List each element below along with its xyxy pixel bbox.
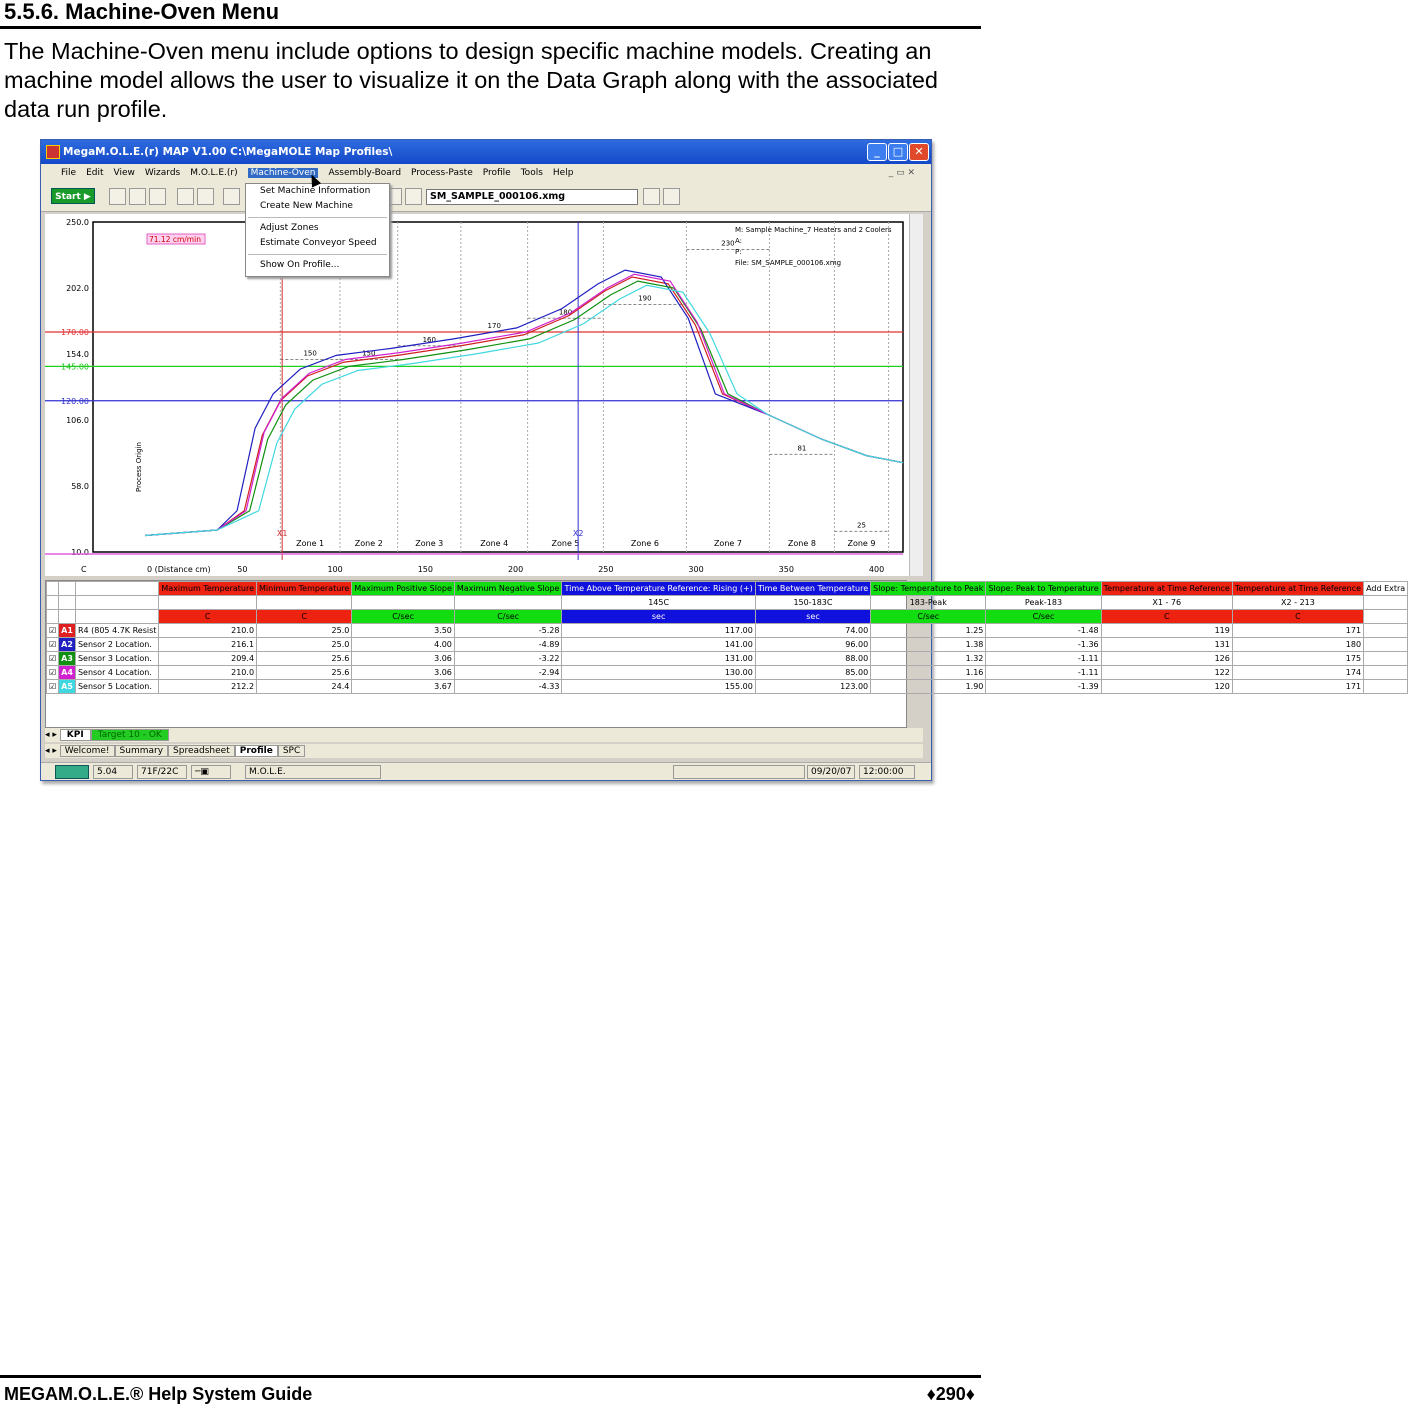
y-tick-label: 250.0 — [66, 218, 89, 227]
blank-cell — [1364, 596, 1408, 610]
zoom-in-icon[interactable] — [177, 188, 194, 205]
kpi-reference-cell[interactable]: 150-183C — [755, 596, 870, 610]
x-unit-label: C — [81, 565, 87, 574]
kpi-unit-row — [47, 610, 1408, 624]
page-number: ♦290♦ — [926, 1384, 975, 1404]
kpi-unit-cell: C — [1232, 610, 1363, 624]
toolbar — [41, 182, 931, 212]
tool-icon[interactable] — [223, 188, 240, 205]
kpi-value-cell[interactable]: 210.0 — [159, 666, 257, 680]
sensor-id-badge: A2 — [59, 638, 76, 652]
status-bar — [41, 762, 931, 780]
y-tick-label: 145.00 — [61, 362, 89, 372]
kpi-unit-cell: C/sec — [352, 610, 455, 624]
kpi-reference-cell[interactable] — [159, 596, 257, 610]
kpi-value-cell[interactable]: 119 — [1101, 624, 1232, 638]
graph-scrollbar[interactable] — [909, 214, 923, 576]
status-indicator — [55, 765, 89, 779]
plot-area — [93, 222, 903, 552]
kpi-value-cell[interactable]: 3.50 — [352, 624, 455, 638]
status-device: M.O.L.E. — [245, 765, 381, 779]
blank-cell — [1364, 666, 1408, 680]
menu-assembly-board[interactable]: Assembly-Board — [328, 168, 402, 178]
kpi-unit-cell: sec — [755, 610, 870, 624]
kpi-grid — [45, 580, 1406, 728]
kpi-column-header[interactable]: Slope: Temperature to Peak — [871, 582, 986, 596]
y-tick-label: 10.0 — [71, 548, 89, 557]
blank-cell — [75, 610, 158, 624]
start-label: Start — [55, 192, 81, 202]
kpi-table — [46, 581, 1408, 694]
kpi-value-cell[interactable]: 3.06 — [352, 666, 455, 680]
status-temperature: 71F/22C — [137, 765, 187, 779]
graph-svg — [45, 214, 923, 576]
blank-cell — [47, 596, 59, 610]
kpi-value-cell[interactable]: 216.1 — [159, 638, 257, 652]
zone-label: Zone 9 — [847, 539, 876, 548]
menu-profile[interactable]: Profile — [482, 168, 511, 178]
kpi-column-header[interactable]: Time Between Temperature — [755, 582, 870, 596]
blank-cell — [1364, 624, 1408, 638]
tab-scroll-arrows[interactable]: ◂ ▸ — [45, 730, 60, 740]
kpi-value-cell[interactable]: 3.06 — [352, 652, 455, 666]
y-tick-label: 202.0 — [66, 284, 89, 293]
kpi-value-cell[interactable]: 212.2 — [159, 680, 257, 694]
menu-tools[interactable]: Tools — [520, 168, 543, 178]
kpi-column-header[interactable]: Slope: Peak to Temperature — [986, 582, 1101, 596]
zone-temp-label: 25 — [857, 521, 866, 530]
kpi-reference-cell[interactable] — [454, 596, 562, 610]
menu-separator — [248, 217, 387, 218]
x-tick-label: 100 — [327, 565, 343, 574]
status-time: 12:00:00 — [859, 765, 915, 779]
sensor-name[interactable]: R4 (805 4.7K Resist — [75, 624, 158, 638]
status-date: 09/20/07 — [807, 765, 855, 779]
zone-temp-label: 190 — [638, 294, 652, 303]
kpi-value-cell[interactable]: -4.33 — [454, 680, 562, 694]
zone-label: Zone 3 — [415, 539, 444, 548]
y-tick-label: 170.00 — [61, 328, 89, 337]
sensor-checkbox[interactable]: ☑ — [47, 638, 59, 652]
kpi-row — [47, 638, 1408, 652]
open-icon[interactable] — [109, 188, 126, 205]
header-blank — [47, 582, 59, 596]
menu-view[interactable]: View — [113, 168, 135, 178]
zone-label: Zone 2 — [354, 539, 383, 548]
kpi-reference-cell[interactable]: 183-Peak — [871, 596, 986, 610]
y-tick-label: 106.0 — [66, 416, 89, 425]
kpi-unit-cell: sec — [562, 610, 755, 624]
x-tick-label: 200 — [507, 565, 524, 574]
menu-edit[interactable]: Edit — [86, 168, 104, 178]
zone-label: Zone 1 — [296, 539, 325, 548]
kpi-value-cell[interactable]: 25.0 — [257, 638, 352, 652]
kpi-row — [47, 680, 1408, 694]
kpi-value-cell[interactable]: -5.28 — [454, 624, 562, 638]
sensor-name[interactable]: Sensor 5 Location. — [75, 680, 158, 694]
save-icon[interactable] — [129, 188, 146, 205]
menu-file[interactable]: File — [61, 168, 77, 178]
kpi-value-cell[interactable]: 131.00 — [562, 652, 755, 666]
kpi-value-cell[interactable]: 4.00 — [352, 638, 455, 652]
kpi-value-cell[interactable]: 122 — [1101, 666, 1232, 680]
zoom-out-icon[interactable] — [197, 188, 214, 205]
x-tick-label: 400 — [868, 565, 885, 574]
blank-cell — [75, 596, 158, 610]
kpi-value-cell[interactable]: 126 — [1101, 652, 1232, 666]
y-tick-label: 120.00 — [61, 396, 89, 406]
sensor-id-badge: A5 — [59, 680, 76, 694]
kpi-value-cell[interactable]: -4.89 — [454, 638, 562, 652]
kpi-tab[interactable]: KPI — [60, 729, 91, 741]
kpi-value-cell[interactable]: 1.25 — [871, 624, 986, 638]
sensor-checkbox[interactable]: ☑ — [47, 624, 59, 638]
y-tick-label: 58.0 — [71, 482, 89, 491]
zone-temp-label: 150 — [303, 349, 317, 358]
kpi-row — [47, 666, 1408, 680]
kpi-row — [47, 652, 1408, 666]
profile-info-text: P: — [735, 248, 742, 256]
zone-temp-label: 160 — [422, 335, 436, 344]
sensor-id-badge: A1 — [59, 624, 76, 638]
kpi-value-cell[interactable]: 130.00 — [562, 666, 755, 680]
tab-scroll-arrows[interactable]: ◂ ▸ — [45, 746, 60, 756]
kpi-column-header[interactable]: Temperature at Time Reference — [1101, 582, 1232, 596]
view-tab[interactable]: Summary — [115, 745, 169, 757]
kpi-tab-row — [45, 728, 923, 742]
arrow-up-icon[interactable] — [643, 188, 660, 205]
sensor-id-badge: A3 — [59, 652, 76, 666]
kpi-value-cell[interactable]: 155.00 — [562, 680, 755, 694]
zone-temp-label: 230 — [721, 239, 735, 248]
kpi-column-header[interactable]: Temperature at Time Reference — [1232, 582, 1363, 596]
app-icon — [46, 145, 60, 159]
kpi-value-cell[interactable]: 25.6 — [257, 652, 352, 666]
profile-info-text: File: SM_SAMPLE_000106.xmg — [735, 259, 842, 267]
kpi-reference-cell[interactable]: 145C — [562, 596, 755, 610]
profile-graph[interactable] — [45, 214, 923, 576]
machine-oven-dropdown — [245, 183, 390, 277]
start-button[interactable]: Start ▶ — [51, 188, 95, 204]
arrow-down-icon[interactable] — [405, 188, 422, 205]
kpi-reference-cell[interactable]: X2 - 213 — [1232, 596, 1363, 610]
kpi-value-cell[interactable]: 131 — [1101, 638, 1232, 652]
kpi-unit-cell: C — [257, 610, 352, 624]
header-blank — [75, 582, 158, 596]
kpi-subheader-row — [47, 596, 1408, 610]
menu-process-paste[interactable]: Process-Paste — [411, 168, 473, 178]
view-tab[interactable]: Welcome! — [60, 745, 115, 757]
kpi-value-cell[interactable]: -1.36 — [986, 638, 1101, 652]
kpi-value-cell[interactable]: 3.67 — [352, 680, 455, 694]
zone-temp-label: 180 — [558, 308, 573, 317]
view-tab[interactable]: Spreadsheet — [168, 745, 235, 757]
kpi-column-header[interactable]: Maximum Negative Slope — [454, 582, 562, 596]
zone-temp-label: 150 — [362, 349, 376, 358]
blank-cell — [59, 610, 76, 624]
menu-m-o-l-e-r-[interactable]: M.O.L.E.(r) — [190, 168, 238, 178]
section-heading: 5.5.6. Machine-Oven Menu — [4, 0, 280, 24]
marker-label: X1 — [276, 529, 288, 538]
menu-separator — [248, 254, 387, 255]
kpi-unit-cell: C — [1101, 610, 1232, 624]
dropdown-item[interactable]: Show On Profile... — [260, 260, 340, 270]
zone-label: Zone 8 — [787, 539, 816, 548]
zone-label: Zone 4 — [480, 539, 509, 548]
kpi-value-cell[interactable]: 74.00 — [755, 624, 870, 638]
kpi-value-cell[interactable]: 25.0 — [257, 624, 352, 638]
x-tick-label: 0 (Distance cm) — [147, 565, 211, 574]
profile-info-text: A: — [735, 237, 743, 245]
kpi-value-cell[interactable]: 1.38 — [871, 638, 986, 652]
dropdown-item[interactable]: Set Machine Information — [260, 186, 371, 196]
kpi-column-header[interactable]: Time Above Temperature Reference: Rising (+) — [562, 582, 755, 596]
kpi-unit-cell: C/sec — [986, 610, 1101, 624]
add-extra-button[interactable]: Add Extra — [1364, 582, 1408, 596]
conveyor-speed-label: 71.12 cm/min — [149, 235, 201, 244]
kpi-value-cell[interactable]: 141.00 — [562, 638, 755, 652]
mdi-controls[interactable]: _ ▭ ✕ — [888, 168, 915, 178]
kpi-reference-cell[interactable]: Peak-183 — [986, 596, 1101, 610]
sensor-name[interactable]: Sensor 3 Location. — [75, 652, 158, 666]
window-titlebar — [41, 140, 931, 164]
sensor-name[interactable]: Sensor 4 Location. — [75, 666, 158, 680]
zone-temp-label: 81 — [797, 444, 807, 453]
kpi-value-cell[interactable]: -1.39 — [986, 680, 1101, 694]
profile-file-select[interactable]: SM_SAMPLE_000106.xmg — [426, 189, 638, 205]
blank-cell — [1364, 652, 1408, 666]
menu-bar — [41, 164, 931, 182]
sensor-checkbox[interactable]: ☑ — [47, 652, 59, 666]
sensor-checkbox[interactable]: ☑ — [47, 666, 59, 680]
kpi-value-cell[interactable]: -1.48 — [986, 624, 1101, 638]
kpi-value-cell[interactable]: -2.94 — [454, 666, 562, 680]
kpi-value-cell[interactable]: 1.16 — [871, 666, 986, 680]
zone-label: Zone 6 — [630, 539, 659, 548]
menu-machine-oven[interactable]: Machine-Oven — [248, 168, 319, 178]
kpi-row — [47, 624, 1408, 638]
kpi-value-cell[interactable]: 171 — [1232, 624, 1363, 638]
dropdown-item[interactable]: Create New Machine — [260, 201, 353, 211]
x-tick-label: 250 — [598, 565, 614, 574]
close-button[interactable]: ✕ — [909, 143, 929, 161]
zone-label: Zone 7 — [713, 539, 742, 548]
kpi-value-cell[interactable]: 120 — [1101, 680, 1232, 694]
dropdown-item[interactable]: Adjust Zones — [260, 223, 319, 233]
x-tick-label: 300 — [688, 565, 704, 574]
kpi-value-cell[interactable]: 88.00 — [755, 652, 870, 666]
heading-rule — [0, 26, 981, 29]
app-screenshot — [40, 139, 1406, 781]
x-tick-label: 50 — [237, 565, 248, 574]
view-tab[interactable]: Profile — [235, 745, 278, 757]
kpi-reference-cell[interactable] — [352, 596, 455, 610]
sensor-id-badge: A4 — [59, 666, 76, 680]
kpi-value-cell[interactable]: 1.90 — [871, 680, 986, 694]
kpi-value-cell[interactable]: 171 — [1232, 680, 1363, 694]
kpi-value-cell[interactable]: 123.00 — [755, 680, 870, 694]
print-icon[interactable] — [149, 188, 166, 205]
zone-label: Zone 5 — [551, 539, 580, 548]
blank-cell — [1364, 680, 1408, 694]
blank-cell — [1364, 610, 1408, 624]
top-icon[interactable] — [663, 188, 680, 205]
minimize-button[interactable]: _ — [867, 143, 887, 161]
menu-wizards[interactable]: Wizards — [144, 168, 181, 178]
profile-info-text: M: Sample Machine_7 Heaters and 2 Coolers — [735, 226, 892, 234]
sensor-name[interactable]: Sensor 2 Location. — [75, 638, 158, 652]
kpi-value-cell[interactable]: 209.4 — [159, 652, 257, 666]
blank-cell — [1364, 638, 1408, 652]
sensor-checkbox[interactable]: ☑ — [47, 680, 59, 694]
zone-temp-label: 170 — [487, 322, 501, 330]
kpi-value-cell[interactable]: -3.22 — [454, 652, 562, 666]
plug-icon: ─▣ — [191, 765, 231, 779]
kpi-value-cell[interactable]: 175 — [1232, 652, 1363, 666]
kpi-unit-cell: C/sec — [454, 610, 562, 624]
kpi-value-cell[interactable]: -1.11 — [986, 652, 1101, 666]
kpi-value-cell[interactable]: 210.0 — [159, 624, 257, 638]
kpi-value-cell[interactable]: 24.4 — [257, 680, 352, 694]
kpi-column-header[interactable]: Maximum Temperature — [159, 582, 257, 596]
kpi-value-cell[interactable]: 174 — [1232, 666, 1363, 680]
footer-title: MEGAM.O.L.E.® Help System Guide — [4, 1384, 313, 1404]
x-tick-label: 350 — [778, 565, 794, 574]
kpi-value-cell[interactable]: 96.00 — [755, 638, 870, 652]
footer-rule — [0, 1375, 981, 1378]
kpi-unit-cell: C — [159, 610, 257, 624]
status-version: 5.04 — [93, 765, 133, 779]
y-axis-label: Process Origin — [135, 442, 143, 492]
kpi-value-cell[interactable]: 25.6 — [257, 666, 352, 680]
view-tab-row — [45, 744, 923, 758]
kpi-value-cell[interactable]: 117.00 — [562, 624, 755, 638]
kpi-value-cell[interactable]: 1.32 — [871, 652, 986, 666]
blank-cell — [59, 596, 76, 610]
kpi-column-header[interactable]: Minimum Temperature — [257, 582, 352, 596]
x-tick-label: 150 — [417, 565, 433, 574]
kpi-reference-cell[interactable]: X1 - 76 — [1101, 596, 1232, 610]
kpi-column-header[interactable]: Maximum Positive Slope — [352, 582, 455, 596]
kpi-value-cell[interactable]: 85.00 — [755, 666, 870, 680]
kpi-unit-cell: C/sec — [871, 610, 986, 624]
menu-help[interactable]: Help — [552, 168, 574, 178]
kpi-value-cell[interactable]: -1.11 — [986, 666, 1101, 680]
maximize-button[interactable]: □ — [888, 143, 908, 161]
intro-paragraph: The Machine-Oven menu include options to design specific machine models. Creating an machine model allows the user to visualize it on the Data Graph along with the associated data run profile. — [4, 38, 938, 122]
kpi-header-row — [47, 582, 1408, 596]
view-tab[interactable]: SPC — [278, 745, 305, 757]
kpi-value-cell[interactable]: 180 — [1232, 638, 1363, 652]
header-blank — [59, 582, 76, 596]
kpi-tab[interactable]: Target 10 - OK — [91, 729, 169, 741]
kpi-reference-cell[interactable] — [257, 596, 352, 610]
blank-cell — [47, 610, 59, 624]
marker-label: X2 — [572, 529, 584, 538]
window-title: MegaM.O.L.E.(r) MAP V1.00 C:\MegaMOLE Map Profiles\ — [63, 146, 393, 158]
status-blank — [673, 765, 805, 779]
dropdown-item[interactable]: Estimate Conveyor Speed — [260, 238, 377, 248]
y-tick-label: 154.0 — [66, 350, 89, 359]
